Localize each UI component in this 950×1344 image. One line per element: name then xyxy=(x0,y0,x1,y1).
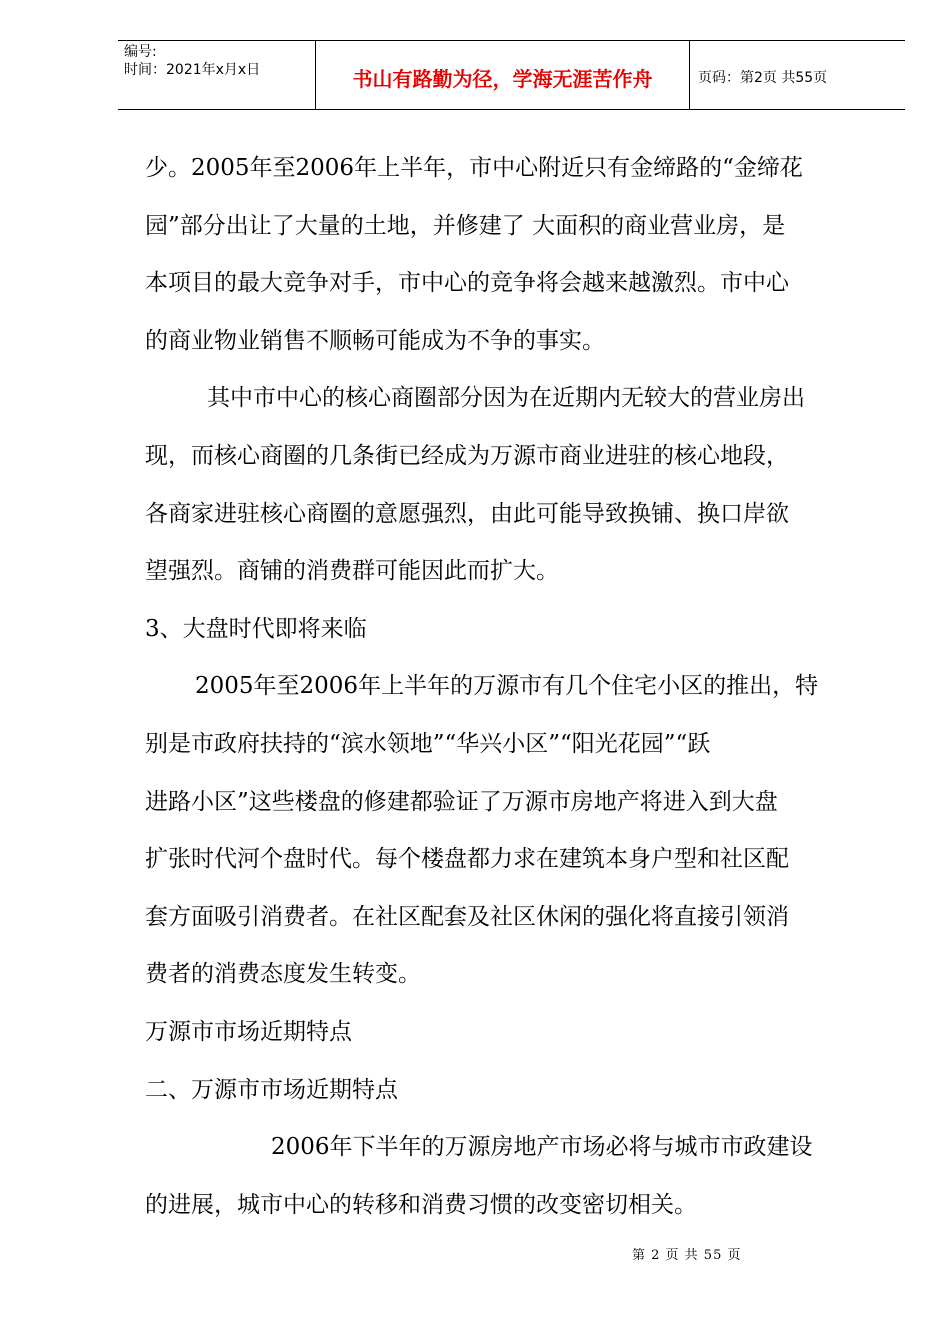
body-line: 各商家进驻核心商圈的意愿强烈，由此可能导致换铺、换口岸欲 xyxy=(145,500,789,527)
body-line: 费者的消费态度发生转变。 xyxy=(145,961,421,988)
body-line: 其中市中心的核心商圈部分因为在近期内无较大的营业房出 xyxy=(207,385,805,412)
document-body xyxy=(145,140,880,1234)
body-line: 2006年下半年的万源房地产市场必将与城市市政建设 xyxy=(271,1134,813,1161)
body-line: 别是市政府扶持的“滨水领地”“华兴小区”“阳光花园”“跃 xyxy=(145,730,711,757)
body-line: 的进展，城市中心的转移和消费习惯的改变密切相关。 xyxy=(145,1191,697,1218)
header-meta xyxy=(118,41,315,109)
body-line: 现，而核心商圈的几条街已经成为万源市商业进驻的核心地段， xyxy=(145,442,789,469)
body-line: 少。2005年至2006年上半年，市中心附近只有金缔路的“金缔花 xyxy=(145,155,803,181)
body-line: 的商业物业销售不顺畅可能成为不争的事实。 xyxy=(145,327,605,354)
header-page-number: 页码：第2页 共55页 xyxy=(698,70,828,86)
body-line: 望强烈。商铺的消费群可能因此而扩大。 xyxy=(145,558,559,585)
page-header xyxy=(118,40,905,110)
header-motto: 书山有路勤为径，学海无涯苦作舟 xyxy=(315,41,690,109)
page-footer: 第 2 页 共 55 页 xyxy=(632,1248,742,1263)
body-line: 扩张时代河个盘时代。每个楼盘都力求在建筑本身户型和社区配 xyxy=(145,846,789,873)
section-heading: 万源市市场近期特点 xyxy=(145,1018,352,1045)
body-line: 2005年至2006年上半年的万源市有几个住宅小区的推出，特 xyxy=(195,673,819,700)
body-line: 本项目的最大竞争对手，市中心的竞争将会越来越激烈。市中心 xyxy=(145,270,789,297)
body-line: 套方面吸引消费者。在社区配套及社区休闲的强化将直接引领消 xyxy=(145,903,789,930)
body-line: 园”部分出让了大量的土地，并修建了 大面积的商业营业房，是 xyxy=(145,212,786,239)
section-heading: 3、大盘时代即将来临 xyxy=(145,615,367,642)
document-number-label: 编号: xyxy=(124,44,157,60)
section-heading: 二、万源市市场近期特点 xyxy=(145,1076,398,1103)
document-time-label: 时间：2021年x月x日 xyxy=(124,62,261,78)
body-line: 进路小区”这些楼盘的修建都验证了万源市房地产将进入到大盘 xyxy=(145,788,778,815)
